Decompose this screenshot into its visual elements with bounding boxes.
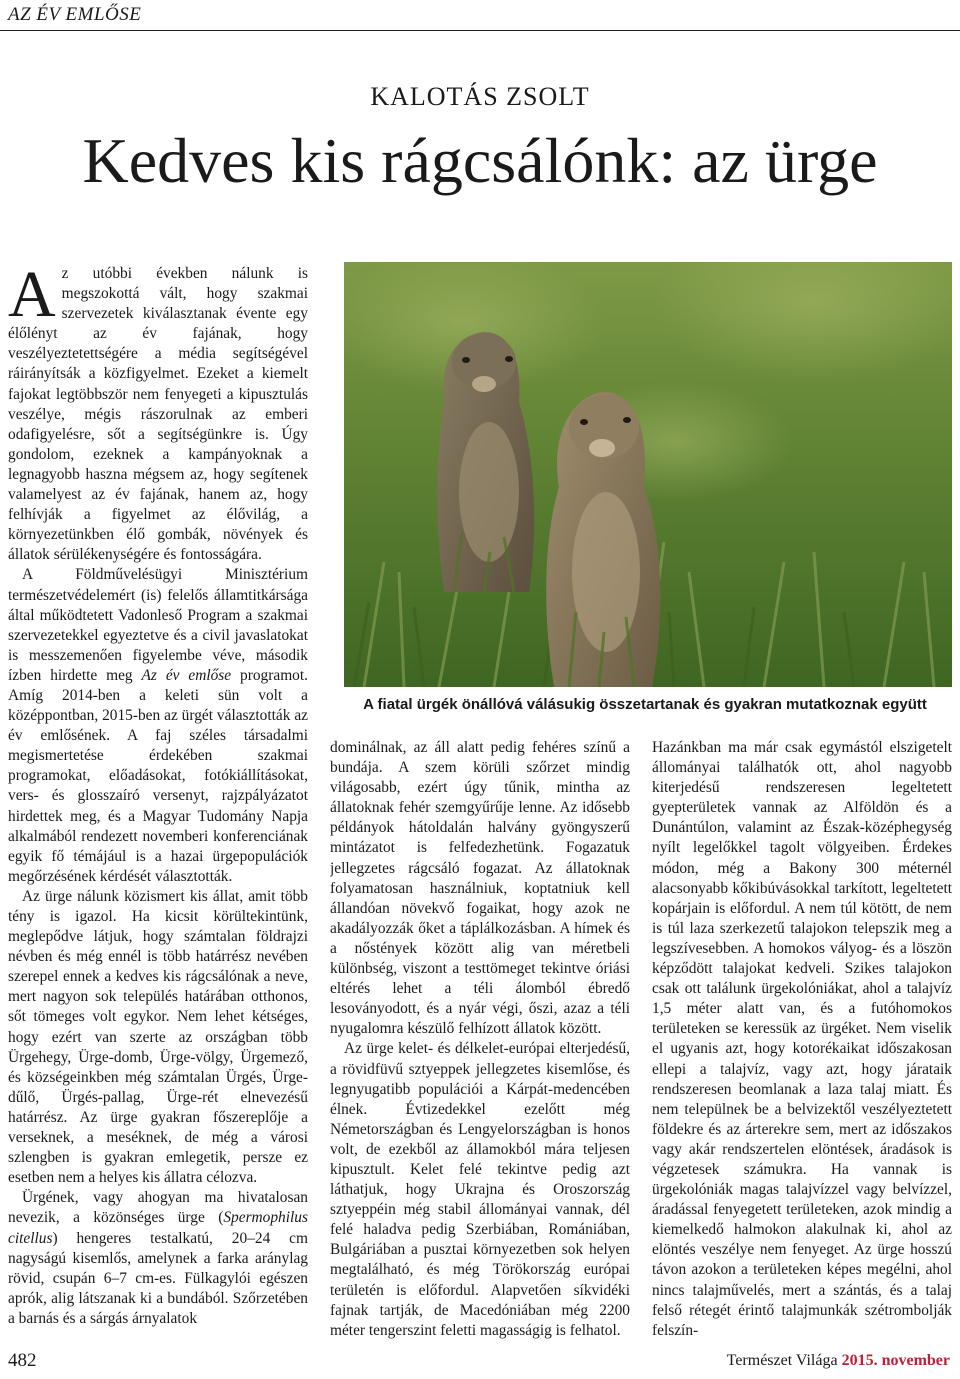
paragraph-text: A Földművelésügyi Minisztérium természetvédelemért (is) felelős államtitkársága által működtetett Vadonleső Program a szakmai szervezetekkel egyeztetve és a civil javaslatokat is messzemenően figyelembe véve, második ízben hirdette meg: [8, 566, 308, 684]
photo-illustration: [344, 262, 952, 687]
article-author: KALOTÁS ZSOLT: [370, 82, 590, 111]
scientific-name: Spermophilus citellus: [8, 1209, 308, 1247]
magazine-footer: [727, 1352, 950, 1370]
issue-date: 2015. november: [841, 1352, 950, 1369]
text-column-1: [8, 264, 308, 1344]
text-column-2: [330, 738, 630, 1344]
paragraph: dominálnak, az áll alatt pedig fehéres színű a bundája. A szem körüli szőrzet mindig világosabb, ezért úgy tűnik, mintha az állatoknak fehér szemgyűrűje lenne. Az idősebb példányok hátoldalán halvány gyöngyszerű mintázatot is felfedezhetünk. Fogazatuk jellegzetes rágcsáló fogazat. Az állatoknak folyamatosan használniuk, koptatniuk kell állandóan növekvő fogaikat, hogy azok ne akadályozzák őket a táplálkozásban. A hímek és a nőstények között alig van méretbeli különbség, viszont a testtömeget tekintve óriási eltérés lehet a téli álomból ébredő lesoványodott, és a nyár végi, őszi, azaz a téli nyugalomra készülő felhízott állatok között.: [330, 739, 630, 1038]
intro-paragraph: [8, 264, 308, 565]
program-name: Az év emlőse: [141, 666, 232, 684]
paragraph-text: z utóbbi években nálunk is megszokottá vált, hogy szakmai szervezetek kiválasztanak évente egy élőlényt az év fajának, hogy veszélyeztetettségére a média segítségével ráirányítsák a közfigyelmet. Ezeket a kiemelt fajokat legtöbbször nem fenyegeti a kipusztulás veszélye, mégis rászorulnak az emberi odafigyelésre, sőt a segítségünkre is. Úgy gondolom, ezeknek a kampányoknak a legnagyobb haszna mégsem az, hogy segítenek valamelyest az év fajának, hanem az, hogy felhívják a figyelmet az élővilág, a környezetünkben élő gombák, növények és állatok sérülékenységére és fontosságára.: [8, 265, 308, 564]
paragraph: Hazánkban ma már csak egymástól elszigetelt állományai találhatók ott, ahol nagyobb kiterjedésű rendszeresen legeltetett gyepterületek vannak az Alföldön és a Dunántúlon, valamint az Észak-középhegység nyílt legelőkkel tagolt völgyeiben. Érdekes módon, még a Bakony 300 méternél alacsonyabb kőkibúvásokkal tarkított, legeltetett kopárjain is előfordul. A nem túl kötött, de nem is túl laza szerkezetű talajokon telepszik meg a legszívesebben. A homokos vályog- és a löszön képződött talajokat kedveli. Szikes talajokon csak ott találunk ürgekolóniákat, ahol a talajvíz 1,5 méter alatt van, és a futóhomokos területeken se keressük az ürgéket. Nem viselik el ugyanis azt, hogy kotorékaikat időszakosan ellepi a talajvíz, vagy azt, hogy járataik rendszeresen beomlanak a laza talaj miatt. És nem települnek be a belvizektől veszélyeztetett földekre és az árterekre sem, mert az időszakos vagy akár rendszertelen elöntések, áradások is végzetesek számukra. Ha vannak is ürgekolóniák magas talajvízzel vagy belvízzel, áradással fenyegetett területeken, azok mindig a kiemelkedő halmokon alakulnak ki, ahol az elöntés veszélye nem fenyeget. Az ürge hosszú távon azokon a területeken képes megélni, ahol nincs talajművelés, mert a szántás, és a talaj felső rétegét érintő talajmunkák szétrombolják felszín-: [652, 739, 952, 1339]
magazine-name: Természet Világa: [726, 1352, 842, 1369]
header-rule: [0, 30, 960, 31]
paragraph-text: Ürgének, vagy ahogyan ma hivatalosan nevezik, a közönséges ürge (: [8, 1189, 308, 1227]
paragraph-text: ) hengeres testalkatú, 20–24 cm nagyságú kisemlős, amelynek a farka aránylag rövid, csupán 6–7 cm-es. Fülkagylói egészen aprók, alig látszanak ki a bundából. Szőrzetében a barnás és a sárgás árnyalatok: [8, 1229, 308, 1327]
paragraph: Az ürge nálunk közismert kis állat, amit több tény is igazol. Ha kicsit körültekintünk, meglepődve látjuk, hogy számtalan földrajzi névben és még ennél is több határrész nevében szerepel ennek a kedves kis rágcsálónak a neve, mert nagyon sok település határában otthonos, sőt tömeges volt egykor. Nem lehet kétséges, hogy ezért van szerte az országban több Ürgehegy, Ürge-domb, Ürge-völgy, Ürgemező, és községeinkben még számtalan Ürgés, Ürge-dűlő, Ürgés-pallag, Ürge-rét elnevezésű határrész. Az ürge gyakran főszereplője a verseknek, a meséknek, de még a városi szlengben is gyakran emlegetik, persze ez esetben nem a helyes kis állatra célozva.: [8, 887, 308, 1187]
paragraph: [8, 565, 308, 887]
photo-caption: A fiatal ürgék önállóvá válásukig összetartanak és gyakran mutatkoznak együtt: [363, 696, 927, 713]
page-number: 482: [8, 1350, 37, 1371]
paragraph-text: programot. Amíg 2014-ben a keleti sün volt a középpontban, 2015-ben az ürgét választották az év emlősének. A faj széles társadalmi megismertetése érdekében szakmai programokat, előadásokat, fotókiállításokat, vers- és glosszaíró versenyt, rajzpályázatot hirdettek meg, és a Magyar Tudomány Napja alkalmából rendezett novemberi konferenciának egyik fő témájául is a hazai ürgepopulációk megőrzésének kérdését választották.: [8, 666, 308, 885]
article-title: Kedves kis rágcsálónk: az ürge: [82, 125, 878, 196]
ground-squirrels-photo: [344, 262, 952, 687]
drop-cap: A: [8, 264, 56, 331]
paragraph: [8, 1188, 308, 1329]
text-column-3: [652, 738, 952, 1344]
paragraph: Az ürge kelet- és délkelet-európai elterjedésű, a rövidfüvű sztyeppek jellegzetes kisemlőse, és legnyugatibb populációi a Kárpát-medencében élnek. Évtizedekkel ezelőtt még Németországban és Lengyelországban is honos volt, de ezekből az államokból mára teljesen kipusztult. Kelet felé tekintve pedig azt láthatjuk, hogy Ukrajna és Oroszország sztyeppéin még stabil állományai vannak, dél felé haladva pedig Szerbiában, Romániában, Bulgáriában a pusztai környezetben sok helyen megtalálható, és még Törökország európai területén is előfordul. Alapvetően síkvidéki fajnak tartják, de Macedóniában még 2200 méter tengerszint feletti magasságig is felhatol.: [330, 1040, 630, 1339]
section-label: AZ ÉV EMLŐSE: [8, 4, 142, 25]
